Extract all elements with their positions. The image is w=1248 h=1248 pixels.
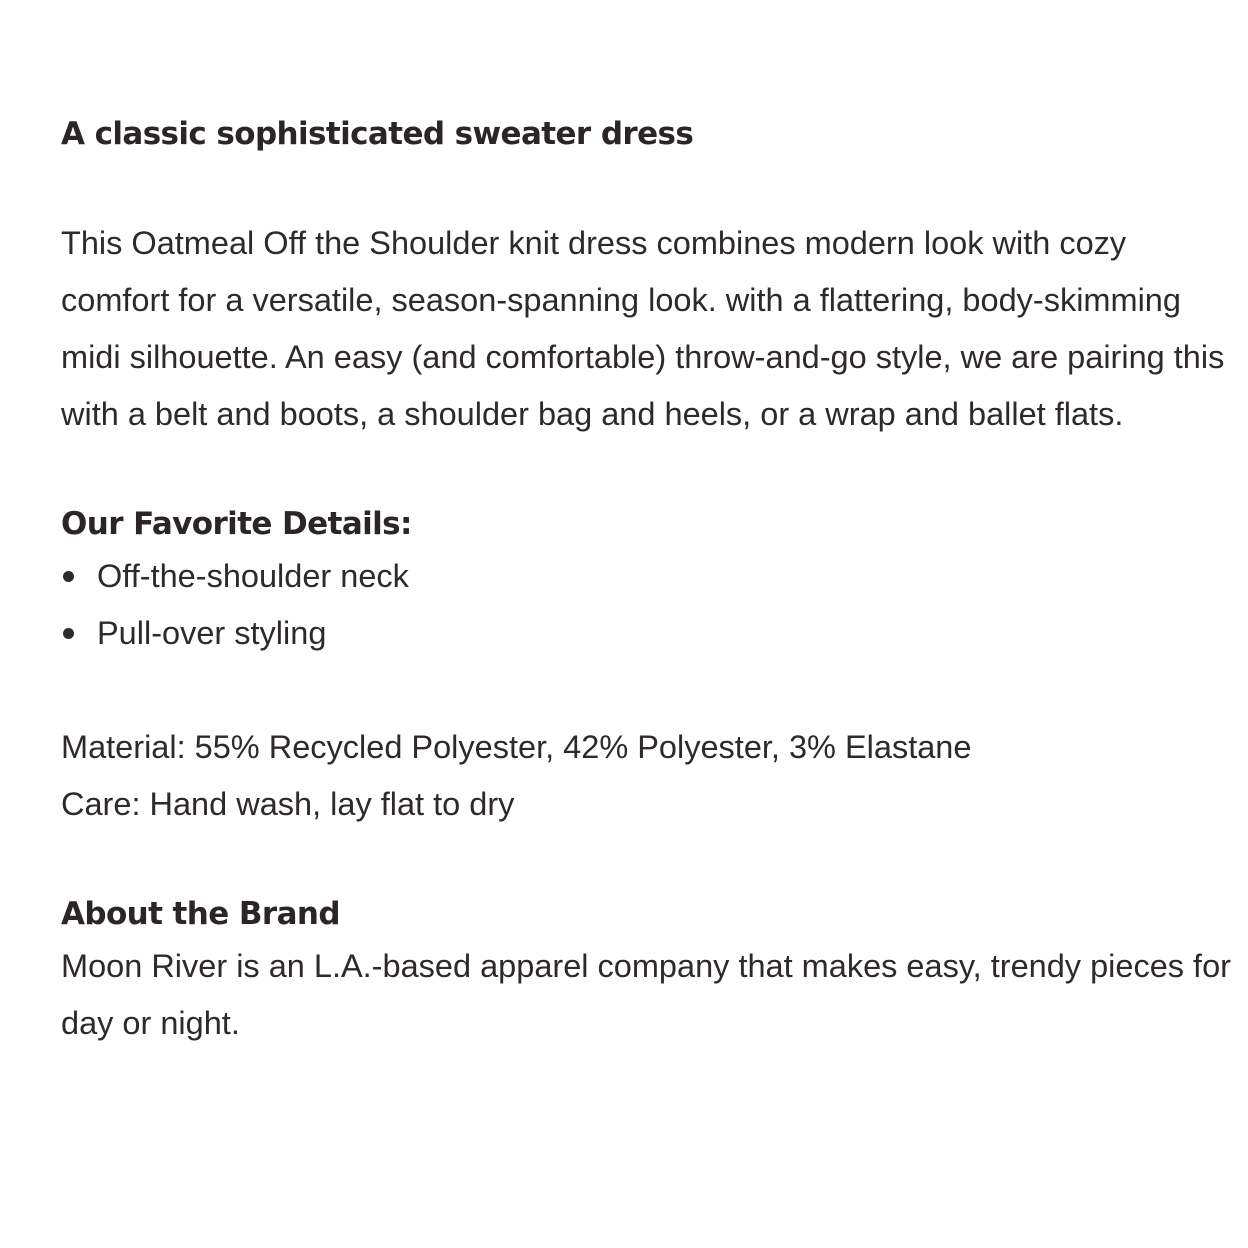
intro-paragraph: This Oatmeal Off the Shoulder knit dress combines modern look with cozy comfort for a versatile, season-spanning look. with a flattering, body-skimming midi silhouette. An easy (and comfortable) throw-and-go style, we are pairing this with a belt and boots, a shoulder bag and heels, or a wrap and ballet flats. — [61, 225, 1225, 432]
spacer — [61, 158, 1231, 215]
details-item-text: Pull-over styling — [97, 615, 327, 651]
section-heading-intro: A classic sophisticated sweater dress — [61, 116, 694, 152]
bullet-icon — [63, 571, 74, 582]
details-heading: Our Favorite Details: — [61, 506, 412, 542]
material-text: Material: 55% Recycled Polyester, 42% Polyester, 3% Elastane — [61, 729, 972, 765]
brand-heading: About the Brand — [61, 896, 340, 932]
care-text: Care: Hand wash, lay flat to dry — [61, 786, 515, 822]
spacer — [61, 662, 1231, 719]
spacer — [61, 443, 1231, 500]
details-list-item — [61, 548, 1231, 605]
details-list — [61, 548, 1231, 662]
spacer — [61, 833, 1231, 890]
bullet-icon — [63, 628, 74, 639]
product-description — [61, 110, 1231, 1052]
details-item-text: Off-the-shoulder neck — [97, 558, 409, 594]
details-list-item — [61, 605, 1231, 662]
brand-paragraph: Moon River is an L.A.-based apparel company that makes easy, trendy pieces for day or night. — [61, 948, 1231, 1041]
